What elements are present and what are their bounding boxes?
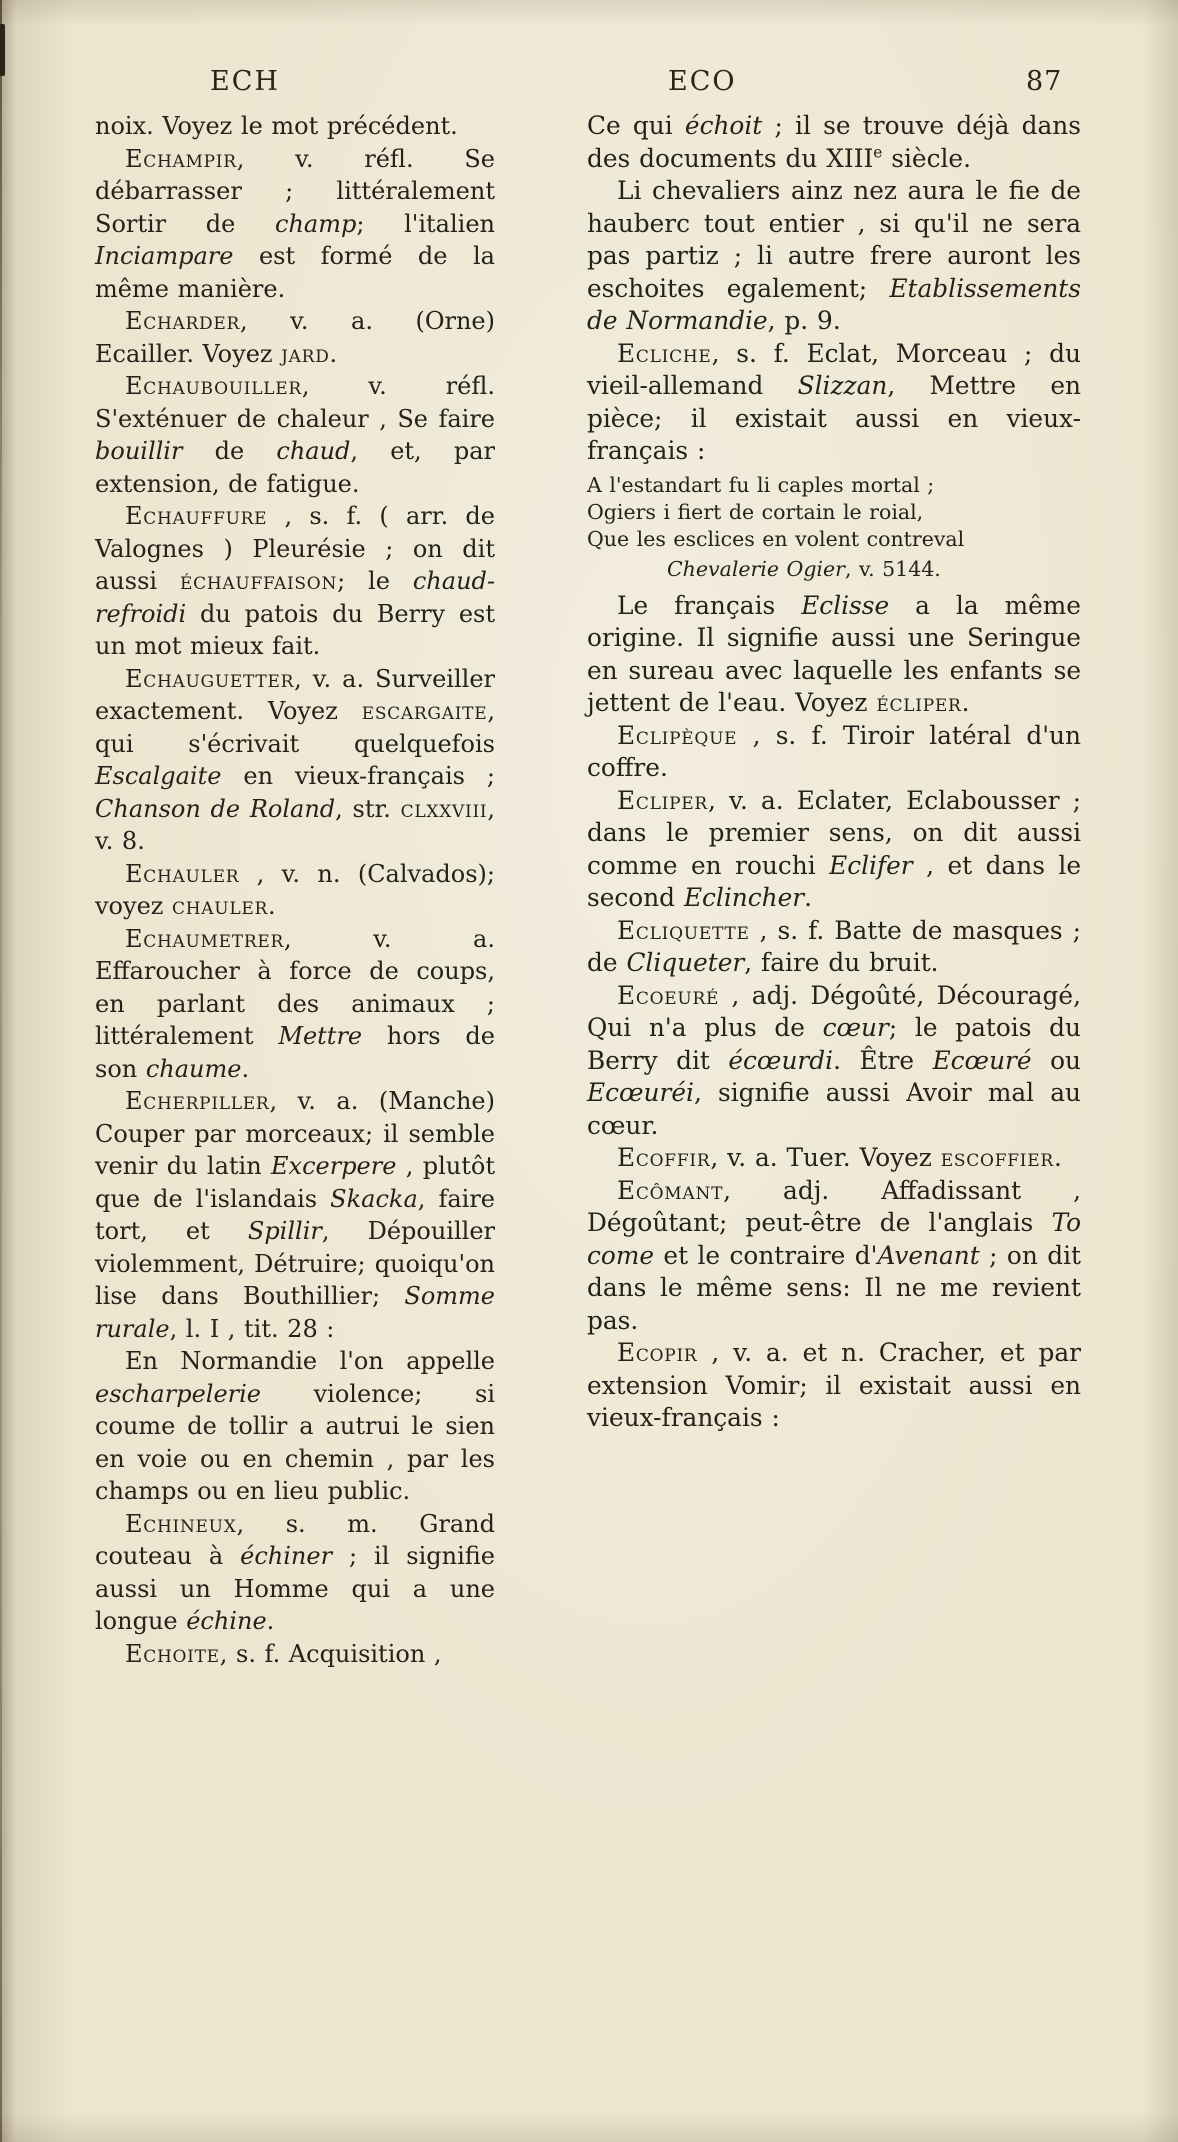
dictionary-paragraph (95, 110, 495, 143)
body-text: . (268, 892, 276, 920)
running-head (0, 66, 1178, 106)
body-text: ; l'italien (356, 209, 495, 238)
smallcaps-text: Echauffure (125, 502, 268, 530)
body-text: est formé de la même manière. (95, 242, 495, 303)
body-text: en vieux-français ; (221, 762, 495, 790)
dictionary-paragraph (587, 1142, 1081, 1175)
body-text: ; le patois du Berry dit (587, 1013, 1081, 1075)
smallcaps-text: Ecopir (617, 1338, 698, 1367)
italic-text: Chanson de Roland (95, 794, 336, 823)
superscript-text: e (873, 143, 883, 162)
body-text: , v. a. (Orne) Ecailler. Voyez (95, 307, 495, 368)
verse-line: Que les esclices en volent contreval (587, 526, 965, 551)
body-text: , s. f. Tiroir latéral d'un coffre. (587, 720, 1081, 782)
italic-text: To come (587, 1208, 1081, 1270)
italic-text: Avenant (877, 1240, 980, 1270)
italic-text: Eclincher (683, 883, 805, 912)
body-text: En Normandie l'on appelle (125, 1347, 495, 1375)
smallcaps-text: chauler (172, 892, 268, 920)
body-text: de (182, 437, 277, 465)
body-text: , Mettre en pièce; il existait aussi en vieux-français : (587, 371, 1081, 465)
italic-text: échiner (240, 1542, 333, 1570)
dictionary-paragraph (95, 370, 495, 500)
italic-text: échine (186, 1607, 267, 1635)
body-text: , et dans le second (587, 850, 1082, 912)
page-number: 87 (1026, 66, 1063, 97)
dictionary-paragraph (95, 663, 495, 858)
body-text: du patois du Berry est un mot mieux fait. (95, 599, 495, 660)
body-text: , s. f. Eclat, Morceau ; du vieil-allemand (587, 338, 1081, 400)
body-text: . (961, 688, 970, 717)
body-text: , v. réfl. Se débarrasser ; littéralement Sortir de (95, 144, 495, 238)
smallcaps-text: Ecliquette (617, 915, 750, 945)
body-text: , s. f. Batte de masques ; de (587, 915, 1081, 977)
body-text: , qui s'écrivait quelquefois (95, 697, 495, 758)
body-text: siècle. (882, 143, 971, 173)
body-text: , p. 9. (767, 306, 841, 335)
body-text: , v. a. Tuer. Voyez (710, 1143, 941, 1172)
body-text: ; on dit dans le même sens: Il ne me revient pas. (587, 1240, 1081, 1335)
body-text: , adj. Affadissant , Dégoûtant; peut-être de l'anglais (587, 1175, 1081, 1237)
italic-text: chaud-refroidi (95, 567, 495, 628)
body-text: ; il signifie aussi un Homme qui a une longue (95, 1542, 495, 1635)
dictionary-paragraph (587, 338, 1081, 468)
dictionary-paragraph (95, 1638, 495, 1671)
body-text: , et, par extension, de fatigue. (95, 437, 495, 498)
dictionary-paragraph (95, 305, 495, 370)
body-text: violence; si coume de tollir a autrui le sien en voie ou en chemin , par les champs ou en lieu public. (95, 1379, 495, 1505)
dictionary-paragraph (587, 175, 1081, 338)
verse-line: A l'estandart fu li caples mortal ; (587, 472, 935, 497)
italic-text: Eclifer (829, 850, 913, 880)
body-text: . Être (833, 1045, 933, 1075)
italic-text: Skacka (330, 1184, 418, 1213)
body-text: ; il se trouve déjà dans des documents du XIII (587, 111, 1082, 173)
body-text: noix. Voyez le mot précédent. (95, 112, 458, 140)
body-text: , adj. Dégoûté, Découragé, Qui n'a plus de (587, 980, 1081, 1042)
body-text: . (804, 883, 813, 912)
italic-text: Somme rurale (95, 1282, 495, 1343)
smallcaps-text: escoffier (940, 1143, 1054, 1172)
smallcaps-text: Echampir (125, 144, 237, 173)
smallcaps-text: Ecômant (617, 1175, 724, 1205)
smallcaps-text: Ecoeuré (617, 980, 720, 1010)
dictionary-paragraph (95, 500, 495, 663)
smallcaps-text: Echarder (125, 307, 241, 335)
verse-line: Ogiers i fiert de cortain le roial, (587, 499, 924, 524)
body-text: Le français (617, 590, 802, 620)
right-column (587, 110, 1081, 1670)
italic-text: Excerpere (271, 1152, 397, 1180)
smallcaps-text: Ecoffir (617, 1143, 711, 1172)
body-text: , v. 5144. (844, 556, 941, 581)
body-text: , signifie aussi Avoir mal au cœur. (587, 1078, 1081, 1140)
running-head-right: ECO (668, 66, 737, 97)
body-text: , v. a. et n. Cracher, et par extension Vomir; il existait aussi en vieux-français : (587, 1338, 1081, 1432)
italic-text: bouillir (95, 437, 183, 465)
smallcaps-text: escargaite (361, 697, 488, 725)
dictionary-paragraph (587, 785, 1081, 915)
body-text: , v. a. (Manche) Couper par morceaux; il semble venir du latin (95, 1087, 495, 1180)
body-text: et le contraire d' (654, 1240, 878, 1270)
body-text: Ce qui (587, 111, 685, 140)
italic-text: Ecœuréi (587, 1078, 694, 1107)
body-text: ; le (337, 567, 413, 595)
italic-text: Eclisse (801, 590, 890, 620)
italic-text: escharpelerie (95, 1379, 261, 1408)
body-text: , v. réfl. S'exténuer de chaleur , Se faire (95, 372, 495, 433)
body-text: , s. m. Grand couteau à (95, 1509, 495, 1570)
dictionary-paragraph (95, 858, 495, 923)
smallcaps-text: clxxviii (400, 794, 488, 823)
body-text: , s. f. ( arr. de Valognes ) Pleurésie ; on dit aussi (95, 502, 495, 595)
body-text: a la même origine. Il signifie aussi une Seringue en sureau avec laquelle les enfants se jettent de l'eau. Voyez (587, 590, 1081, 717)
dictionary-paragraph (587, 980, 1081, 1143)
body-text: , Dépouiller violemment, Détruire; quoiqu'on lise dans Bouthillier; (95, 1217, 495, 1310)
smallcaps-text: Echaumetrer (125, 924, 285, 953)
italic-text: cœur (822, 1013, 889, 1042)
verse-quote (587, 472, 1081, 553)
italic-text: Cliqueter (626, 948, 745, 977)
body-text: , str. (335, 794, 401, 823)
body-text: ou (1031, 1045, 1081, 1075)
body-text: , v. a. Effaroucher à force de coups, en parlant des animaux ; littéralement (95, 924, 495, 1050)
smallcaps-text: Eclipèque (617, 720, 738, 750)
body-text: hors de son (95, 1022, 495, 1083)
body-text: , faire tort, et (95, 1184, 496, 1245)
italic-text: Spillir (247, 1217, 322, 1245)
body-text: , l. I , tit. 28 : (169, 1314, 335, 1343)
smallcaps-text: échauffaison (180, 567, 338, 595)
dictionary-paragraph (587, 1175, 1081, 1338)
body-text: . (329, 339, 338, 368)
italic-text: chaume (145, 1054, 242, 1083)
smallcaps-text: jard (281, 339, 330, 368)
smallcaps-text: Echaubouiller (125, 372, 302, 400)
smallcaps-text: Echerpiller (125, 1087, 270, 1115)
smallcaps-text: Echineux (125, 1509, 237, 1538)
smallcaps-text: Ecliper (617, 785, 708, 815)
dictionary-paragraph (95, 1085, 495, 1345)
dictionary-paragraph (587, 590, 1081, 720)
italic-text: Inciampare (95, 242, 234, 270)
italic-text: Ecœuré (932, 1045, 1032, 1075)
body-text: . (1053, 1143, 1062, 1172)
italic-text: écœurdi (728, 1045, 834, 1075)
running-head-left: ECH (210, 66, 280, 97)
body-text: , plutôt que de l'islandais (95, 1152, 496, 1213)
dictionary-paragraph (587, 915, 1081, 980)
body-text: , faire du bruit. (744, 948, 939, 977)
italic-text: échoit (684, 111, 763, 140)
body-text: . (241, 1054, 250, 1083)
source-citation (587, 556, 1081, 583)
dictionary-paragraph (95, 923, 495, 1086)
italic-text: Mettre (278, 1022, 363, 1050)
italic-text: Escalgaite (95, 762, 222, 790)
smallcaps-text: Echauguetter (125, 664, 295, 693)
body-text: . (266, 1607, 275, 1635)
body-text: , v. n. (Calvados); voyez (95, 859, 495, 920)
dictionary-paragraph (95, 1508, 495, 1638)
dictionary-paragraph (587, 720, 1081, 785)
dictionary-paragraph (587, 1337, 1081, 1435)
text-columns (95, 110, 1081, 1670)
italic-text: chaud (276, 437, 351, 465)
dictionary-paragraph (95, 1345, 495, 1508)
left-column (95, 110, 495, 1670)
italic-text: Slizzan (797, 371, 888, 400)
body-text: Li chevaliers ainz nez aura le fie de hauberc tout entier , si qu'il ne sera pas partiz ; li autre frere auront les eschoites egalement; (587, 176, 1081, 303)
smallcaps-text: Ecliche (617, 338, 712, 368)
italic-text: Etablissements de Normandie (587, 273, 1081, 335)
italic-text: champ (275, 209, 357, 238)
body-text: , s. f. Acquisition , (219, 1639, 442, 1668)
italic-text: Chevalerie Ogier (667, 556, 845, 581)
dictionary-paragraph (587, 110, 1081, 175)
smallcaps-text: Echauler (125, 859, 240, 888)
body-text: , v. a. Surveiller exactement. Voyez (95, 664, 495, 725)
body-text: , v. 8. (95, 794, 495, 855)
dictionary-paragraph (95, 143, 495, 306)
smallcaps-text: écliper (876, 688, 962, 717)
smallcaps-text: Echoite (125, 1639, 220, 1668)
body-text: , v. a. Eclater, Eclabousser ; dans le premier sens, on dit aussi comme en rouchi (587, 785, 1081, 880)
